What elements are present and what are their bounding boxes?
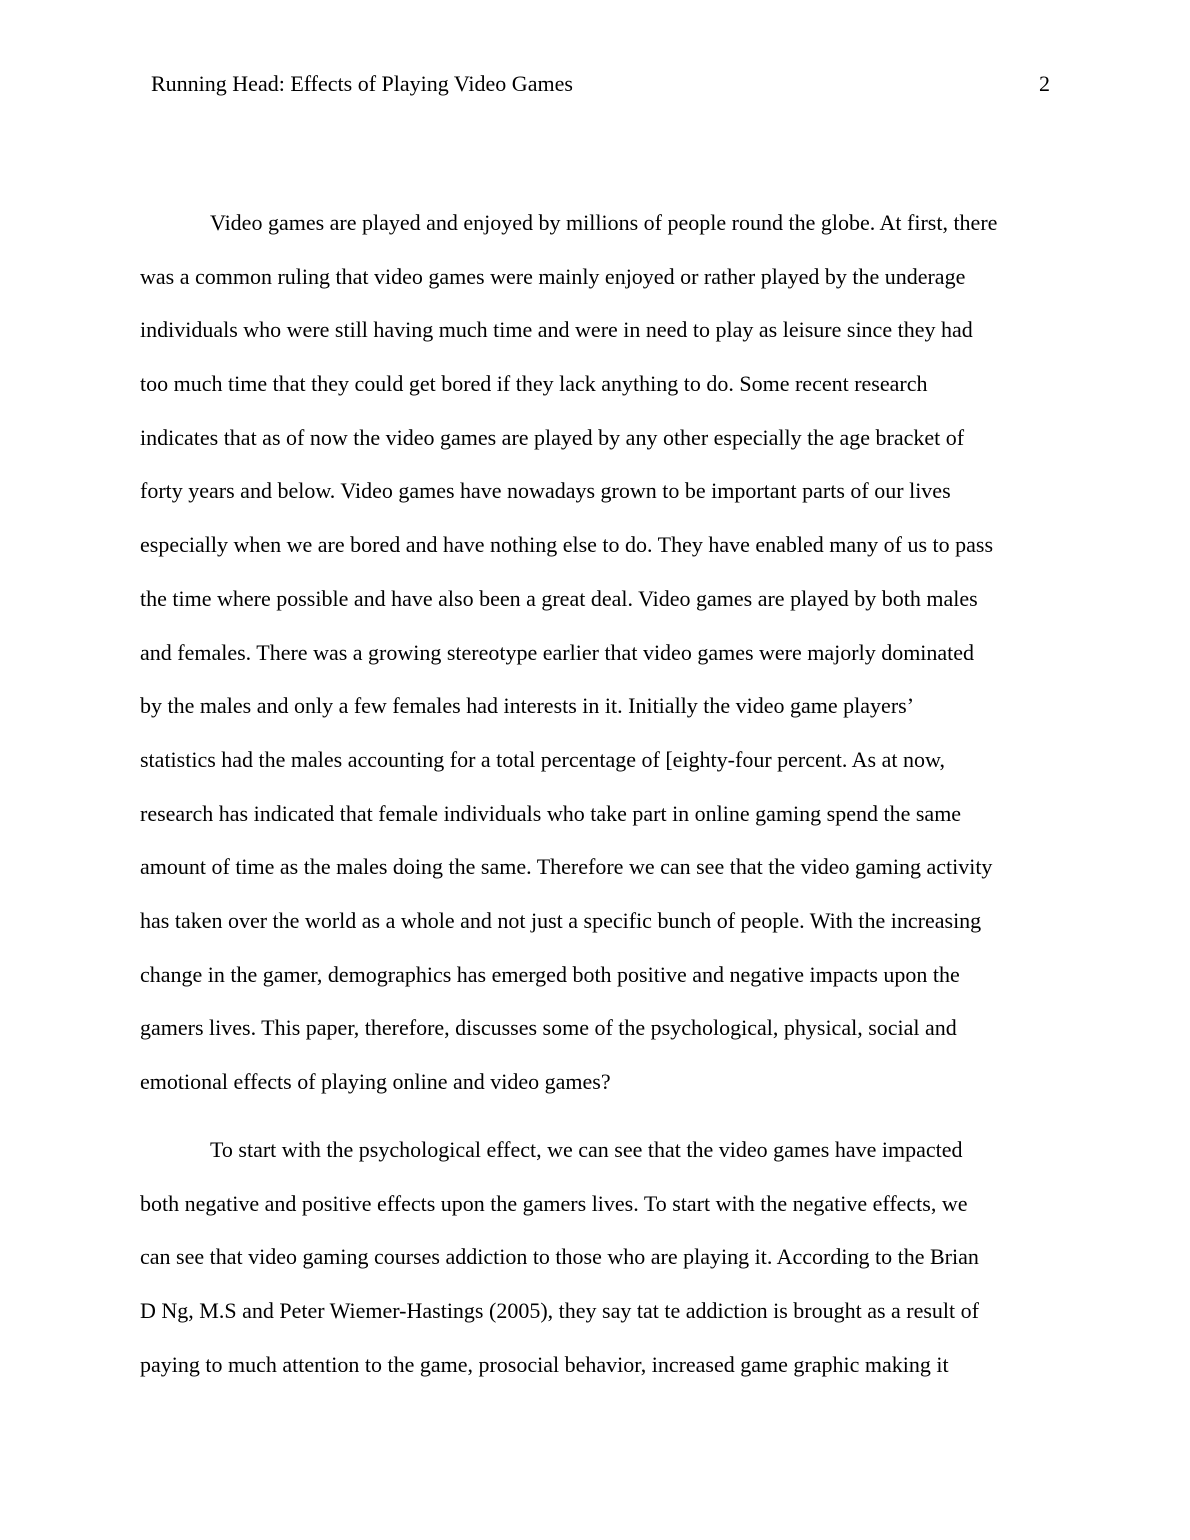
text-line: both negative and positive effects upon the gamers lives. To start with the negative effects, we xyxy=(140,1190,968,1216)
text-line: can see that video gaming courses addiction to those who are playing it. According to the Brian xyxy=(140,1244,979,1270)
text-line: amount of time as the males doing the same. Therefore we can see that the video gaming activity xyxy=(140,854,993,880)
text-line: indicates that as of now the video games are played by any other especially the age bracket of xyxy=(140,424,965,450)
page-number: 2 xyxy=(1039,71,1050,96)
text-line: forty years and below. Video games have nowadays grown to be important parts of our lives xyxy=(140,478,951,504)
text-line: gamers lives. This paper, therefore, discusses some of the psychological, physical, social and xyxy=(140,1015,957,1041)
text-line: change in the gamer, demographics has emerged both positive and negative impacts upon the xyxy=(140,961,960,987)
paragraph-intro xyxy=(140,209,1050,1122)
text-line: was a common ruling that video games were mainly enjoyed or rather played by the underage xyxy=(140,263,966,289)
text-line: statistics had the males accounting for a total percentage of [eighty-four percent. As at now, xyxy=(140,746,945,772)
text-line: too much time that they could get bored if they lack anything to do. Some recent research xyxy=(140,371,928,397)
text-line: and females. There was a growing stereotype earlier that video games were majorly dominated xyxy=(140,639,975,665)
text-line: individuals who were still having much time and were in need to play as leisure since they had xyxy=(140,317,973,343)
text-line: the time where possible and have also been a great deal. Video games are played by both males xyxy=(140,585,978,611)
text-line: research has indicated that female individuals who take part in online gaming spend the same xyxy=(140,800,962,826)
text-line: To start with the psychological effect, we can see that the video games have impacted xyxy=(210,1137,963,1162)
text-line: paying to much attention to the game, prosocial behavior, increased game graphic making it xyxy=(140,1351,949,1377)
text-line: has taken over the world as a whole and not just a specific bunch of people. With the increasing xyxy=(140,907,982,933)
text-line: D Ng, M.S and Peter Wiemer-Hastings (2005), they say tat te addiction is brought as a result of xyxy=(140,1298,979,1324)
paragraph-psychological xyxy=(140,1136,1050,1404)
text-line: Video games are played and enjoyed by millions of people round the globe. At first, there xyxy=(210,210,998,235)
text-line: by the males and only a few females had interests in it. Initially the video game players’ xyxy=(140,693,915,719)
running-head: Running Head: Effects of Playing Video Games xyxy=(151,71,573,96)
text-line: especially when we are bored and have nothing else to do. They have enabled many of us to pass xyxy=(140,532,994,558)
text-line: emotional effects of playing online and video games? xyxy=(140,1069,611,1094)
